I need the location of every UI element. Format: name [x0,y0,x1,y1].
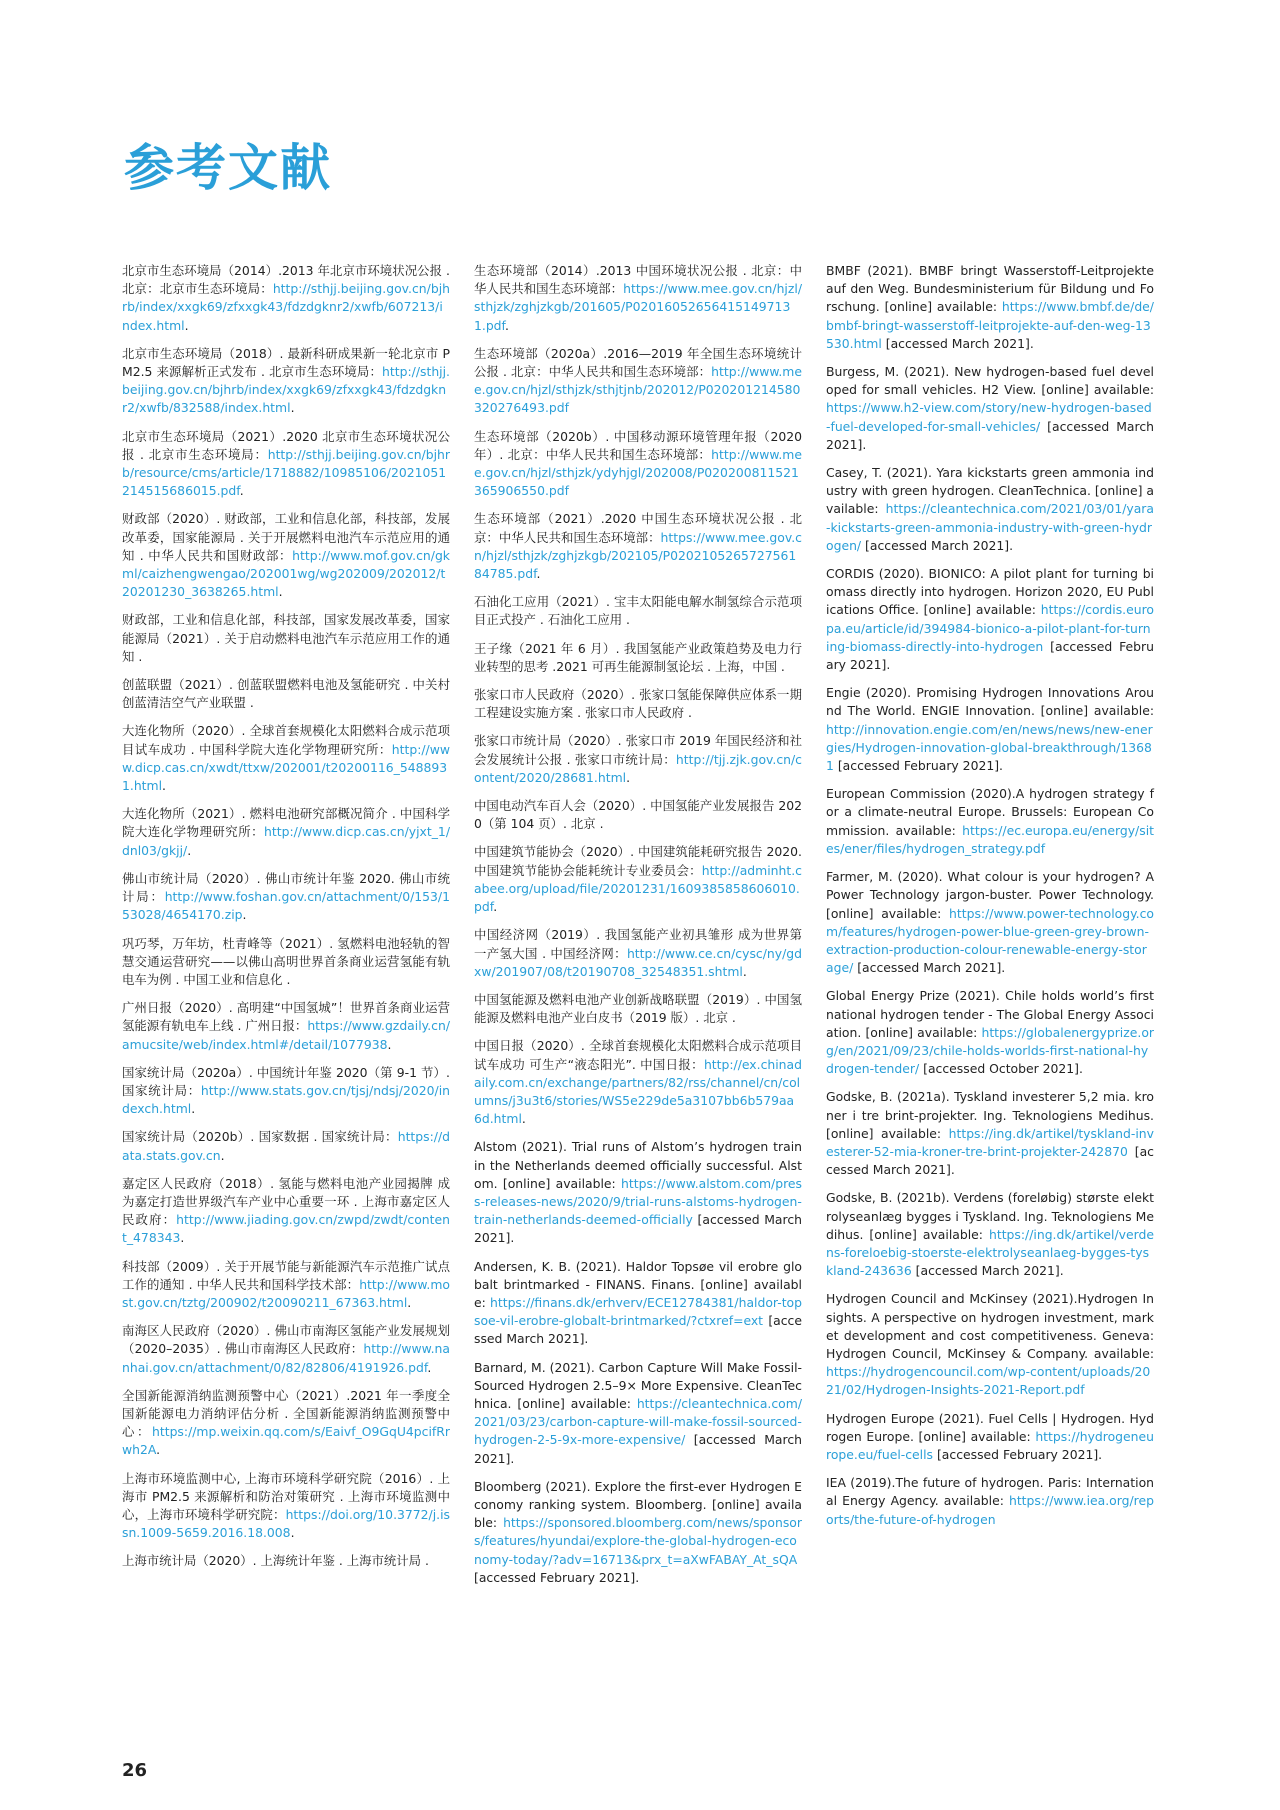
reference-text: Burgess, M. (2021). New hydrogen-based fuel developed for small vehicles. H2 View. [online] available: [826,364,1154,398]
reference-text: 北京市生态环境局（2014）.2013 年北京市环境状况公报 . 北京：北京市生态环境局： [122,263,450,297]
reference-text: Hydrogen Council and McKinsey (2021).Hydrogen Insights. A perspective on hydrogen investment, market development and cost competitiveness. Geneva: Hydrogen Council, McKinsey & Company. available: [826,1291,1154,1361]
reference-entry [474,797,802,833]
reference-text: Barnard, M. (2021). Carbon Capture Will Make Fossil-Sourced Hydrogen 2.5–9× More Expensive. CleanTechnica. [online] available: [474,1359,802,1411]
reference-entry [474,510,802,583]
reference-entry [474,1359,802,1468]
reference-text: 上海市环境监测中心, 上海市环境科学研究院（2016）. 上海市 PM2.5 来源解析和防治对策研究 . 上海市环境监测中心，上海市环境科学研究院： [122,1470,450,1522]
reference-entry [826,1088,1154,1179]
reference-entry [122,262,450,335]
reference-suffix: [accessed March 2021]. [853,960,1006,976]
reference-text: Farmer, M. (2020). What colour is your hydrogen? A Power Technology jargon-buster. Power Technology. [online] available: [826,869,1154,921]
reference-entry [122,1470,450,1543]
reference-text: 石油化工应用（2021）. 宝丰太阳能电解水制氢综合示范项目正式投产 . 石油化工应用 . [474,594,802,628]
reference-text: 国家统计局（2020a）. 中国统计年鉴 2020（第 9-1 节）. 国家统计局： [122,1064,450,1098]
reference-link[interactable]: https://www.mee.gov.cn/hjzl/sthjzk/zghjzkgb/202105/P020210526572756184785.pdf [474,529,802,582]
reference-entry [474,926,802,981]
reference-text: 生态环境部（2020b）. 中国移动源环境管理年报（2020 年）. 北京：中华人民共和国生态环境部： [474,428,802,462]
reference-suffix: [accessed March 2021]. [881,335,1034,351]
reference-suffix: . [242,907,247,923]
reference-suffix: . [290,400,295,416]
reference-text: 南海区人民政府（2020）. 佛山市南海区氢能产业发展规划（2020–2035）. 佛山市南海区人民政府： [122,1323,450,1357]
reference-suffix: . [407,1294,412,1310]
references-column-1 [122,262,450,1581]
reference-entry [826,1189,1154,1280]
reference-suffix: . [184,317,189,333]
reference-link[interactable]: http://www.jiading.gov.cn/zwpd/zwdt/content_478343 [122,1212,450,1246]
reference-link[interactable]: https://ec.europa.eu/energy/sites/ener/files/hydrogen_strategy.pdf [826,822,1154,856]
reference-text: 大连化物所（2020）. 全球首套规模化太阳燃料合成示范项目试车成功 . 中国科学院大连化学物理研究所： [122,723,450,757]
reference-text: 中国经济网（2019）. 我国氢能产业初具雏形 成为世界第一产氢大国 . 中国经济网： [474,927,802,961]
reference-text: European Commission (2020).A hydrogen strategy for a climate-neutral Europe. Brussels: European Commission. available: [826,786,1154,838]
reference-entry [826,868,1154,977]
reference-suffix: [accessed March 2021]. [474,1313,802,1347]
reference-text: CORDIS (2020). BIONICO: A pilot plant for turning biomass directly into hydrogen. Horizon 2020, EU Publications Office. [online] available: [826,566,1154,618]
reference-text: 生态环境部（2021）.2020 中国生态环境状况公报 . 北京：中华人民共和国生态环境部： [474,511,802,545]
reference-entry [474,593,802,629]
page-title: 参考文献 [124,139,332,197]
reference-suffix: [accessed February 2021]. [826,638,1154,673]
reference-entry [474,991,802,1027]
reference-link[interactable]: https://www.alstom.com/press-releases-news/2020/9/trial-runs-alstoms-hydrogen-train-netherlands-deemed-officially [474,1175,802,1228]
reference-suffix: [accessed October 2021]. [919,1061,1083,1077]
reference-entry [474,640,802,676]
reference-entry [122,611,450,666]
reference-link[interactable]: https://www.mee.gov.cn/hjzl/sthjzk/zghjzkgb/201605/P020160526564151497131.pdf [474,281,802,333]
reference-link[interactable]: https://mp.weixin.qq.com/s/Eaivf_O9GqU4pcifRrwh2A [122,1424,450,1458]
reference-suffix: [accessed March 2021]. [826,1143,1154,1178]
reference-entry [122,1258,450,1313]
reference-text: 中国电动汽车百人会（2020）. 中国氢能产业发展报告 2020（第 104 页）. 北京 . [474,798,802,832]
reference-suffix: . [180,1230,185,1246]
reference-suffix: . [536,566,541,582]
reference-entry [826,464,1154,555]
reference-text: Casey, T. (2021). Yara kickstarts green ammonia industry with green hydrogen. CleanTechnica. [online] available: [826,465,1154,517]
reference-text: BMBF (2021). BMBF bringt Wasserstoff-Leitprojekte auf den Weg. Bundesministerium für Bildung und Forschung. [online] available: [826,263,1154,315]
references-column-2 [474,262,802,1597]
reference-text: Hydrogen Europe (2021). Fuel Cells | Hydrogen. Hydrogen Europe. [online] available: [826,1410,1154,1444]
reference-link[interactable]: https://data.stats.gov.cn [122,1129,450,1163]
reference-entry [474,1138,802,1247]
reference-suffix: . [239,483,244,499]
reference-text: 生态环境部（2020a）.2016—2019 年全国生态环境统计公报 . 北京：中华人民共和国生态环境部： [474,345,802,380]
reference-text: 张家口市统计局（2020）. 张家口市 2019 年国民经济和社会发展统计公报 . 张家口市统计局： [474,733,802,767]
reference-link[interactable]: https://www.iea.org/reports/the-future-of-hydrogen [826,1493,1154,1527]
reference-entry [826,262,1154,353]
reference-link[interactable]: http://www.ce.cn/cysc/ny/gdxw/201907/08/t20190708_32548351.shtml [474,945,802,979]
reference-link[interactable]: https://cleantechnica.com/2021/03/23/carbon-capture-will-make-fossil-sourced-hydrogen-2-5-9x-more-expensive/ [474,1395,802,1448]
reference-text: Global Energy Prize (2021). Chile holds world’s first national hydrogen tender - The Global Energy Association. [online] available: [826,988,1154,1040]
reference-text: 北京市生态环境局（2018）. 最新科研成果新一轮北京市 PM2.5 来源解析正式发布 . 北京市生态环境局： [122,345,450,380]
reference-text: Bloomberg (2021). Explore the first-ever Hydrogen Economy ranking system. Bloomberg. [online] available: [474,1478,802,1531]
reference-text: 生态环境部（2014）.2013 中国环境状况公报 . 北京：中华人民共和国生态环境部： [474,263,802,297]
reference-entry [122,805,450,860]
reference-entry [122,345,450,418]
reference-suffix: . [191,1101,196,1117]
reference-text: 佛山市统计局（2020）. 佛山市统计年鉴 2020. 佛山市统计局： [122,870,450,905]
reference-text: 上海市统计局（2020）. 上海统计年鉴 . 上海市统计局 . [122,1553,429,1569]
reference-entry [122,999,450,1054]
reference-entry [474,262,802,335]
reference-link[interactable]: https://doi.org/10.3772/j.issn.1009-5659.2016.18.008 [122,1506,450,1541]
reference-link[interactable]: https://cleantechnica.com/2021/03/01/yara-kickstarts-green-ammonia-industry-with-green-hydrogen/ [826,501,1154,553]
reference-entry [122,1175,450,1248]
reference-link[interactable]: http://tjj.zjk.gov.cn/content/2020/28681.html [474,751,802,785]
reference-entry [826,1410,1154,1465]
reference-text: 广州日报（2020）. 高明建“中国氢城”！世界首条商业运营氢能源有轨电车上线 . 广州日报： [122,1000,450,1034]
reference-entry [474,843,802,916]
reference-link[interactable]: https://cordis.europa.eu/article/id/394984-bionico-a-pilot-plant-for-turning-biomass-directly-into-hydrogen [826,602,1154,654]
reference-link[interactable]: http://www.most.gov.cn/tztg/200902/t20090211_67363.html [122,1276,450,1310]
reference-suffix: [accessed March 2021]. [474,1212,802,1246]
reference-entry [122,722,450,795]
reference-text: 国家统计局（2020b）. 国家数据 . 国家统计局： [122,1129,398,1145]
reference-text: 中国建筑节能协会（2020）. 中国建筑能耗研究报告 2020. 中国建筑节能协会能耗统计专业委员会： [474,844,802,878]
reference-entry [122,1128,450,1164]
reference-entry [826,363,1154,454]
page-number: 26 [122,1760,148,1781]
reference-link[interactable]: https://hydrogeneurope.eu/fuel-cells [826,1428,1154,1462]
reference-entry [826,565,1154,674]
reference-link[interactable]: https://www.bmbf.de/de/bmbf-bringt-wasserstoff-leitprojekte-auf-den-weg-13530.html [826,299,1154,351]
reference-suffix: . [626,769,631,785]
reference-link[interactable]: http://www.foshan.gov.cn/attachment/0/153/153028/4654170.zip [122,889,450,923]
reference-link[interactable]: https://hydrogencouncil.com/wp-content/uploads/2021/02/Hydrogen-Insights-2021-Report.pdf [826,1364,1151,1398]
reference-suffix: [accessed March 2021]. [826,418,1154,452]
reference-link[interactable]: http://adminht.cabee.org/upload/file/20201231/1609385858606010.pdf [474,862,802,915]
reference-entry [122,676,450,712]
reference-suffix: . [162,778,166,794]
reference-entry [474,1037,802,1128]
reference-text: 张家口市人民政府（2020）. 张家口氢能保障供应体系一期工程建设实施方案 . 张家口市人民政府 . [474,687,802,721]
reference-entry [474,732,802,787]
reference-suffix: [accessed February 2021]. [474,1569,640,1585]
reference-suffix: . [156,1442,161,1458]
reference-text: 财政部（2020）. 财政部，工业和信息化部，科技部，发展改革委，国家能源局 . 关于开展燃料电池汽车示范应用的通知 . 中华人民共和国财政部： [122,511,450,563]
reference-suffix: . [521,1111,526,1127]
reference-link[interactable]: http://www.nanhai.gov.cn/attachment/0/82/82806/4191926.pdf [122,1341,450,1375]
reference-text: Alstom (2021). Trial runs of Alstom’s hydrogen train in the Netherlands deemed officially successful. Alstom. [online] available: [474,1139,802,1191]
references-column-3 [826,262,1154,1539]
reference-text: IEA (2019).The future of hydrogen. Paris: International Energy Agency. available: [826,1475,1154,1509]
reference-suffix: [accessed February 2021]. [833,758,1003,774]
reference-link[interactable]: http://www.dicp.cas.cn/yjxt_1/dnl03/gkjj/ [122,824,450,858]
reference-text: Godske, B. (2021a). Tyskland investerer 5,2 mia. kroner i tre brint-projekter. Ing. Teknologiens Medihus. [online] available: [826,1089,1154,1141]
reference-text: 科技部（2009）. 关于开展节能与新能源汽车示范推广试点工作的通知 . 中华人民共和国科学技术部： [122,1258,450,1292]
reference-text: 嘉定区人民政府（2018）. 氢能与燃料电池产业园揭牌 成为嘉定打造世界级汽车产业中心重要一环 . 上海市嘉定区人民政府： [122,1175,450,1228]
reference-text: Godske, B. (2021b). Verdens (foreløbig) største elektrolyseanlæg bygges i Tyskland. Ing. Teknologiens Medihus. [online] available: [826,1190,1154,1242]
reference-text: 巩巧琴，万年坊，杜青峰等（2021）. 氢燃料电池轻轨的智慧交通运营研究——以佛山高明世界首条商业运营氢能有轨电车为例 . 中国工业和信息化 . [122,935,450,987]
reference-entry [122,1387,450,1460]
reference-link[interactable]: http://www.mee.gov.cn/hjzl/sthjzk/ydyhjgl/202008/P020200811521365906550.pdf [474,446,802,499]
reference-entry [826,785,1154,858]
reference-entry [474,1258,802,1349]
reference-entry [122,935,450,990]
reference-text: 王子缘（2021 年 6 月）. 我国氢能产业政策趋势及电力行业转型的思考 .2021 可再生能源制氢论坛 . 上海，中国 . [474,640,802,674]
reference-suffix: . [278,584,283,600]
reference-link[interactable]: https://finans.dk/erhverv/ECE12784381/haldor-topsoe-vil-erobre-globalt-brintmarked/?ctxref=ext [474,1294,802,1329]
reference-entry [826,1474,1154,1529]
reference-text: Andersen, K. B. (2021). Haldor Topsøe vil erobre globalt brintmarked - FINANS. Finans. [online] available: [474,1258,802,1310]
reference-entry [122,870,450,925]
reference-text: 创蓝联盟（2021）. 创蓝联盟燃料电池及氢能研究 . 中关村创蓝清洁空气产业联盟 . [122,677,450,711]
reference-link[interactable]: https://ing.dk/artikel/tyskland-investerer-52-mia-kroner-tre-brint-projekter-242870 [826,1125,1154,1159]
reference-entry [826,987,1154,1078]
reference-link[interactable]: https://ing.dk/artikel/verdens-foreloebig-stoerste-elektrolyseanlaeg-bygges-tyskland-243636 [826,1226,1154,1279]
reference-link[interactable]: http://www.stats.gov.cn/tjsj/ndsj/2020/indexch.html [122,1082,450,1117]
reference-suffix: . [505,317,509,333]
reference-text: 北京市生态环境局（2021）.2020 北京市生态环境状况公报 . 北京市生态环境局： [122,428,450,462]
reference-suffix: [accessed February 2021]. [933,1446,1103,1462]
reference-suffix: [accessed March 2021]. [861,537,1014,553]
reference-link[interactable]: http://www.dicp.cas.cn/xwdt/ttxw/202001/t20200116_5488931.html [122,741,450,794]
reference-link[interactable]: http://www.mof.gov.cn/gkml/caizhengwengao/202001wg/wg202009/202012/t20201230_3638265.html [122,547,450,600]
reference-entry [826,1290,1154,1399]
reference-link[interactable]: http://sthjj.beijing.gov.cn/bjhrb/index/xxgk69/zfxxgk43/fdzdgknr2/xwfb/832588/index.html [122,364,450,416]
reference-entry [122,1322,450,1377]
reference-link[interactable]: http://sthjj.beijing.gov.cn/bjhrb/resource/cms/article/1718882/10985106/2021051214515686015.pdf [122,446,450,499]
reference-entry [122,428,450,501]
reference-text: 财政部，工业和信息化部，科技部，国家发展改革委，国家能源局（2021）. 关于启动燃料电池汽车示范应用工作的通知 . [122,612,450,664]
reference-link[interactable]: https://www.gzdaily.cn/amucsite/web/index.html#/detail/1077938 [122,1018,450,1052]
reference-entry [122,510,450,601]
reference-entry [474,428,802,501]
reference-link[interactable]: http://sthjj.beijing.gov.cn/bjhrb/index/xxgk69/zfxxgk43/fdzdgknr2/xwfb/607213/index.html [122,281,450,333]
reference-text: 中国氢能源及燃料电池产业创新战略联盟（2019）. 中国氢能源及燃料电池产业白皮书（2019 版）. 北京 . [474,991,802,1026]
reference-link[interactable]: http://www.mee.gov.cn/hjzl/sthjzk/sthjtjnb/202012/P020201214580320276493.pdf [474,364,802,416]
reference-suffix: [accessed March 2021]. [474,1432,802,1466]
reference-suffix: . [290,1525,295,1541]
reference-suffix: . [387,1036,392,1052]
reference-link[interactable]: https://www.h2-view.com/story/new-hydrogen-based-fuel-developed-for-small-vehicles/ [826,400,1152,434]
reference-link[interactable]: http://ex.chinadaily.com.cn/exchange/partners/82/rss/channel/cn/columns/j3u3t6/stories/WS5e229de5a3107bb6b579aa6d.html [474,1056,802,1127]
reference-text: 全国新能源消纳监测预警中心（2021）.2021 年一季度全国新能源电力消纳评估分析 . 全国新能源消纳监测预警中心： [122,1387,450,1440]
reference-link[interactable]: https://sponsored.bloomberg.com/news/sponsors/features/hyundai/explore-the-global-hydrogen-economy-today/?adv=16713&prx_t=aXwFABAY_At_sQA [474,1515,802,1567]
reference-text: 大连化物所（2021）. 燃料电池研究部概况简介 . 中国科学院大连化学物理研究所： [122,806,450,840]
reference-entry [826,684,1154,775]
reference-entry [122,1552,450,1570]
reference-text: 中国日报（2020）. 全球首套规模化太阳燃料合成示范项目试车成功 可生产“液态阳光”. 中国日报： [474,1038,802,1072]
reference-suffix: [accessed March 2021]. [911,1263,1064,1279]
reference-text: Engie (2020). Promising Hydrogen Innovations Around The World. ENGIE Innovation. [online] available: [826,685,1154,719]
reference-suffix: . [220,1147,225,1163]
reference-entry [474,686,802,722]
reference-link[interactable]: http://innovation.engie.com/en/news/news/new-energies/Hydrogen-innovation-global-breakthrough/13681 [826,721,1153,774]
reference-link[interactable]: https://www.power-technology.com/features/hydrogen-power-blue-green-grey-brown-extraction-production-colour-renewable-energy-storage/ [826,905,1154,976]
reference-suffix: . [187,842,192,858]
reference-entry [474,345,802,418]
reference-entry [474,1478,802,1587]
reference-link[interactable]: https://globalenergyprize.org/en/2021/09/23/chile-holds-worlds-first-national-hydrogen-tender/ [826,1024,1154,1077]
reference-entry [122,1064,450,1119]
reference-suffix: . [742,963,747,979]
reference-suffix: . [427,1359,432,1375]
reference-suffix: . [493,899,498,915]
